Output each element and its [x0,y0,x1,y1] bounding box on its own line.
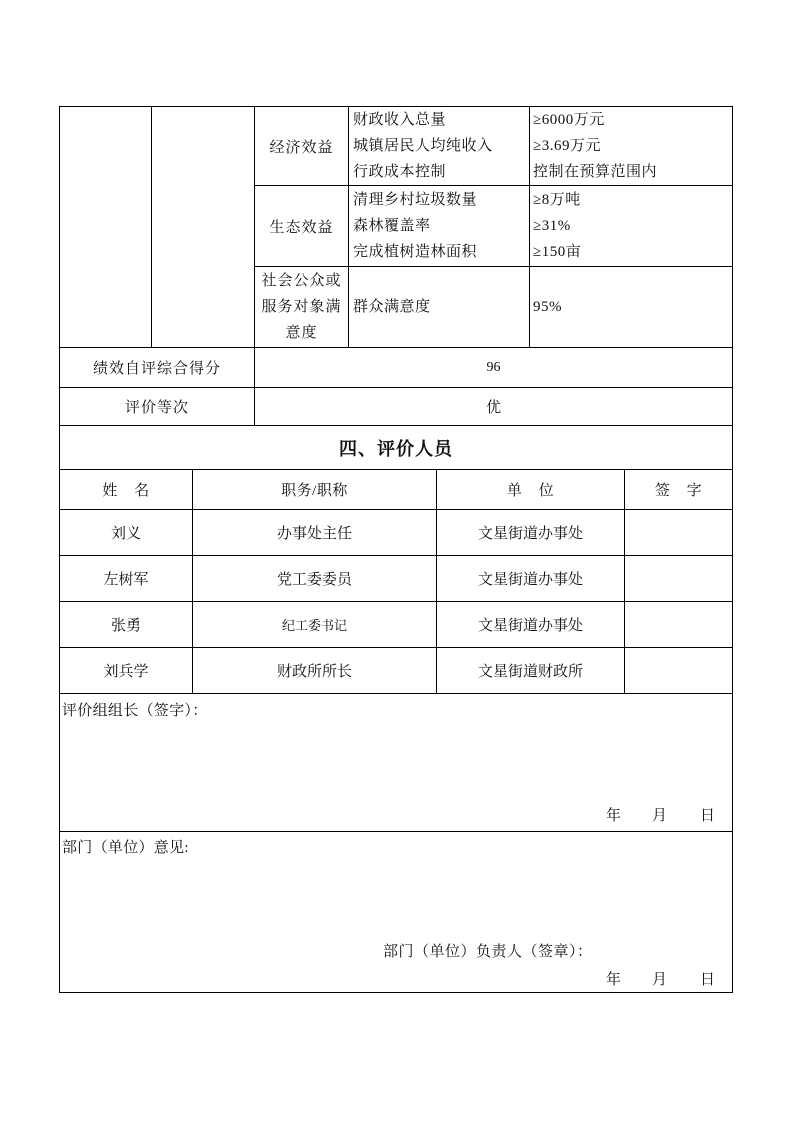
date-day-label: 日 [700,808,716,824]
evaluator-name-cell [60,648,193,694]
team-leader-label: 评价组组长（签字）： [62,703,208,719]
column-header-label: 签 字 [654,483,703,499]
section-heading-cell [60,426,733,470]
category-cell-ecological [255,186,349,267]
indicator-target: 95% [533,299,562,315]
evaluation-form-table [59,106,733,993]
department-signer-label: 部门（单位）负责人（签章）： [383,944,593,960]
evaluator-title: 办事处主任 [276,526,352,542]
score-label: 绩效自评综合得分 [92,361,221,377]
merged-blank-cell-first-level [60,107,152,348]
evaluator-unit-cell [437,556,625,602]
date-month-label: 月 [652,972,668,988]
indicator-target: 控制在预算范围内 [533,164,658,180]
evaluator-name: 刘义 [110,526,141,542]
indicator-list-satisfaction [349,267,530,348]
evaluator-title: 党工委委员 [276,572,352,588]
evaluator-unit: 文星街道办事处 [477,618,583,634]
merged-blank-cell-second-level [152,107,255,348]
date-year-label: 年 [606,972,622,988]
date-month-label: 月 [652,808,668,824]
evaluator-signature-cell [625,602,733,648]
category-label: 社会公众或服务对象满意度 [261,273,342,341]
evaluator-unit: 文星街道办事处 [477,526,583,542]
column-header-label: 姓 名 [102,483,150,499]
department-opinion-label: 部门（单位）意见: [62,840,189,856]
indicator-target: ≥31% [533,218,571,234]
department-opinion-block [60,832,733,993]
evaluator-name-cell [60,510,193,556]
score-value: 96 [486,359,501,375]
evaluator-unit-cell [437,648,625,694]
category-cell-economic [255,107,349,186]
category-label: 经济效益 [269,139,334,156]
column-header-unit [437,470,625,510]
evaluator-signature-cell [625,556,733,602]
column-header-label: 职务/职称 [281,483,348,499]
category-label: 生态效益 [269,219,334,236]
grade-value: 优 [485,400,501,416]
evaluator-unit: 文星街道财政所 [477,664,583,680]
date-year-label: 年 [606,808,622,824]
column-header-signature [625,470,733,510]
evaluator-name: 刘兵学 [103,664,149,680]
score-value-cell [255,348,733,388]
signature-date [60,970,732,990]
target-list-economic [530,107,733,186]
evaluator-unit-cell [437,510,625,556]
evaluator-name: 左树军 [103,572,149,588]
indicator-name: 行政成本控制 [353,164,447,180]
score-label-cell [60,348,255,388]
target-list-ecological [530,186,733,267]
grade-label-cell [60,388,255,426]
indicator-target: ≥150亩 [533,244,582,260]
indicator-name: 财政收入总量 [353,112,447,128]
evaluator-unit: 文星街道办事处 [477,572,583,588]
target-list-satisfaction [530,267,733,348]
column-header-title [193,470,437,510]
evaluator-signature-cell [625,510,733,556]
evaluator-title-cell [193,556,437,602]
category-cell-satisfaction [255,267,349,348]
evaluator-title-cell [193,648,437,694]
evaluator-title: 纪工委书记 [281,618,347,633]
evaluator-title-cell [193,602,437,648]
column-header-label: 单 位 [506,483,555,499]
indicator-name: 完成植树造林面积 [353,244,478,260]
evaluator-name-cell [60,556,193,602]
grade-label: 评价等次 [124,400,189,416]
evaluator-signature-cell [625,648,733,694]
evaluator-unit-cell [437,602,625,648]
indicator-list-economic [349,107,530,186]
indicator-target: ≥3.69万元 [533,138,601,154]
indicator-target: ≥8万吨 [533,192,581,208]
signature-date [60,806,732,826]
indicator-target: ≥6000万元 [533,112,605,128]
indicator-list-ecological [349,186,530,267]
evaluator-name-cell [60,602,193,648]
evaluator-title-cell [193,510,437,556]
section-heading: 四、评价人员 [339,438,453,460]
indicator-name: 清理乡村垃圾数量 [353,192,478,208]
column-header-name [60,470,193,510]
grade-value-cell [255,388,733,426]
indicator-name: 城镇居民人均纯收入 [353,138,493,154]
evaluator-name: 张勇 [110,618,141,634]
indicator-name: 群众满意度 [353,299,431,315]
indicator-name: 森林覆盖率 [353,218,431,234]
team-leader-signature-block [60,694,733,832]
evaluator-title: 财政所所长 [276,664,352,680]
date-day-label: 日 [700,972,716,988]
